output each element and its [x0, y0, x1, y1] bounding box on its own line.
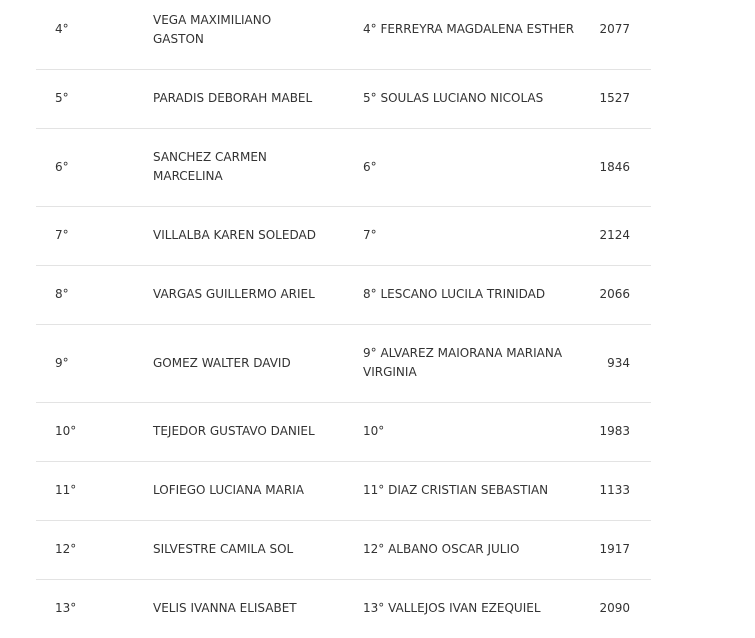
number-cell: 2066	[588, 265, 651, 324]
name-text: SANCHEZ CARMEN MARCELINA	[153, 150, 267, 183]
second-name-text: 12° ALBANO OSCAR JULIO	[363, 542, 520, 556]
table-row	[36, 128, 651, 206]
number-cell: 2124	[588, 206, 651, 265]
table-row	[36, 402, 651, 461]
name-text: PARADIS DEBORAH MABEL	[153, 91, 313, 105]
second-name-text: 6°	[363, 159, 377, 174]
table-row	[36, 324, 651, 402]
number-cell: 2077	[588, 0, 651, 69]
position-cell: 6°	[36, 128, 153, 206]
position-cell: 13°	[55, 601, 77, 616]
name-cell	[153, 324, 363, 402]
second-name-text: 9° ALVAREZ MAIORANA MARIANA VIRGINIA	[363, 346, 563, 379]
results-table	[36, 0, 651, 638]
name-cell	[153, 128, 363, 206]
number-cell: 1846	[588, 128, 651, 206]
second-name-cell	[363, 520, 588, 579]
table-row	[36, 579, 651, 638]
position-cell: 12°	[36, 520, 153, 579]
number-cell: 2090	[599, 601, 630, 616]
number-cell: 1133	[588, 461, 651, 520]
second-name-text: 8° LESCANO LUCILA TRINIDAD	[363, 287, 546, 301]
name-cell	[153, 520, 363, 579]
table-row	[36, 520, 651, 579]
second-name-cell	[363, 461, 588, 520]
number-cell: 1527	[588, 69, 651, 128]
name-cell	[153, 402, 363, 461]
second-name-text: 4° FERREYRA MAGDALENA ESTHER	[363, 22, 575, 37]
second-name-cell	[363, 206, 588, 265]
name-text: TEJEDOR GUSTAVO DANIEL	[153, 424, 315, 438]
name-cell	[153, 579, 363, 638]
second-name-text: 5° SOULAS LUCIANO NICOLAS	[363, 91, 544, 105]
table-row	[36, 69, 651, 128]
table-row	[36, 0, 651, 69]
position-cell: 11°	[36, 461, 153, 520]
name-text: VILLALBA KAREN SOLEDAD	[153, 228, 316, 242]
table-row	[36, 206, 651, 265]
second-name-cell	[363, 128, 588, 206]
number-cell: 1983	[588, 402, 651, 461]
position-cell: 7°	[36, 206, 153, 265]
number-cell: 1917	[588, 520, 651, 579]
table-row	[36, 265, 651, 324]
name-cell	[153, 206, 363, 265]
second-name-cell	[363, 402, 588, 461]
second-name-cell	[363, 69, 588, 128]
position-cell: 5°	[36, 69, 153, 128]
table-row	[36, 461, 651, 520]
name-cell	[153, 461, 363, 520]
second-name-cell	[363, 324, 588, 402]
name-cell	[153, 69, 363, 128]
name-text: GOMEZ WALTER DAVID	[153, 355, 291, 370]
second-name-text: 13° VALLEJOS IVAN EZEQUIEL	[363, 601, 541, 616]
position-cell: 8°	[36, 265, 153, 324]
second-name-cell	[363, 579, 588, 638]
name-text: SILVESTRE CAMILA SOL	[153, 542, 294, 556]
position-cell: 10°	[36, 402, 153, 461]
name-cell	[153, 265, 363, 324]
second-name-cell	[363, 265, 588, 324]
number-cell: 934	[588, 324, 651, 402]
name-text: VEGA MAXIMILIANO GASTON	[153, 12, 272, 46]
position-cell: 9°	[36, 324, 153, 402]
second-name-text: 10°	[363, 424, 385, 438]
name-text: VARGAS GUILLERMO ARIEL	[153, 287, 315, 301]
name-cell	[153, 0, 363, 69]
second-name-cell	[363, 0, 588, 69]
name-text: VELIS IVANNA ELISABET	[153, 601, 297, 616]
second-name-text: 11° DIAZ CRISTIAN SEBASTIAN	[363, 483, 549, 497]
name-text: LOFIEGO LUCIANA MARIA	[153, 483, 304, 497]
second-name-text: 7°	[363, 228, 377, 242]
position-cell: 4°	[36, 0, 153, 69]
